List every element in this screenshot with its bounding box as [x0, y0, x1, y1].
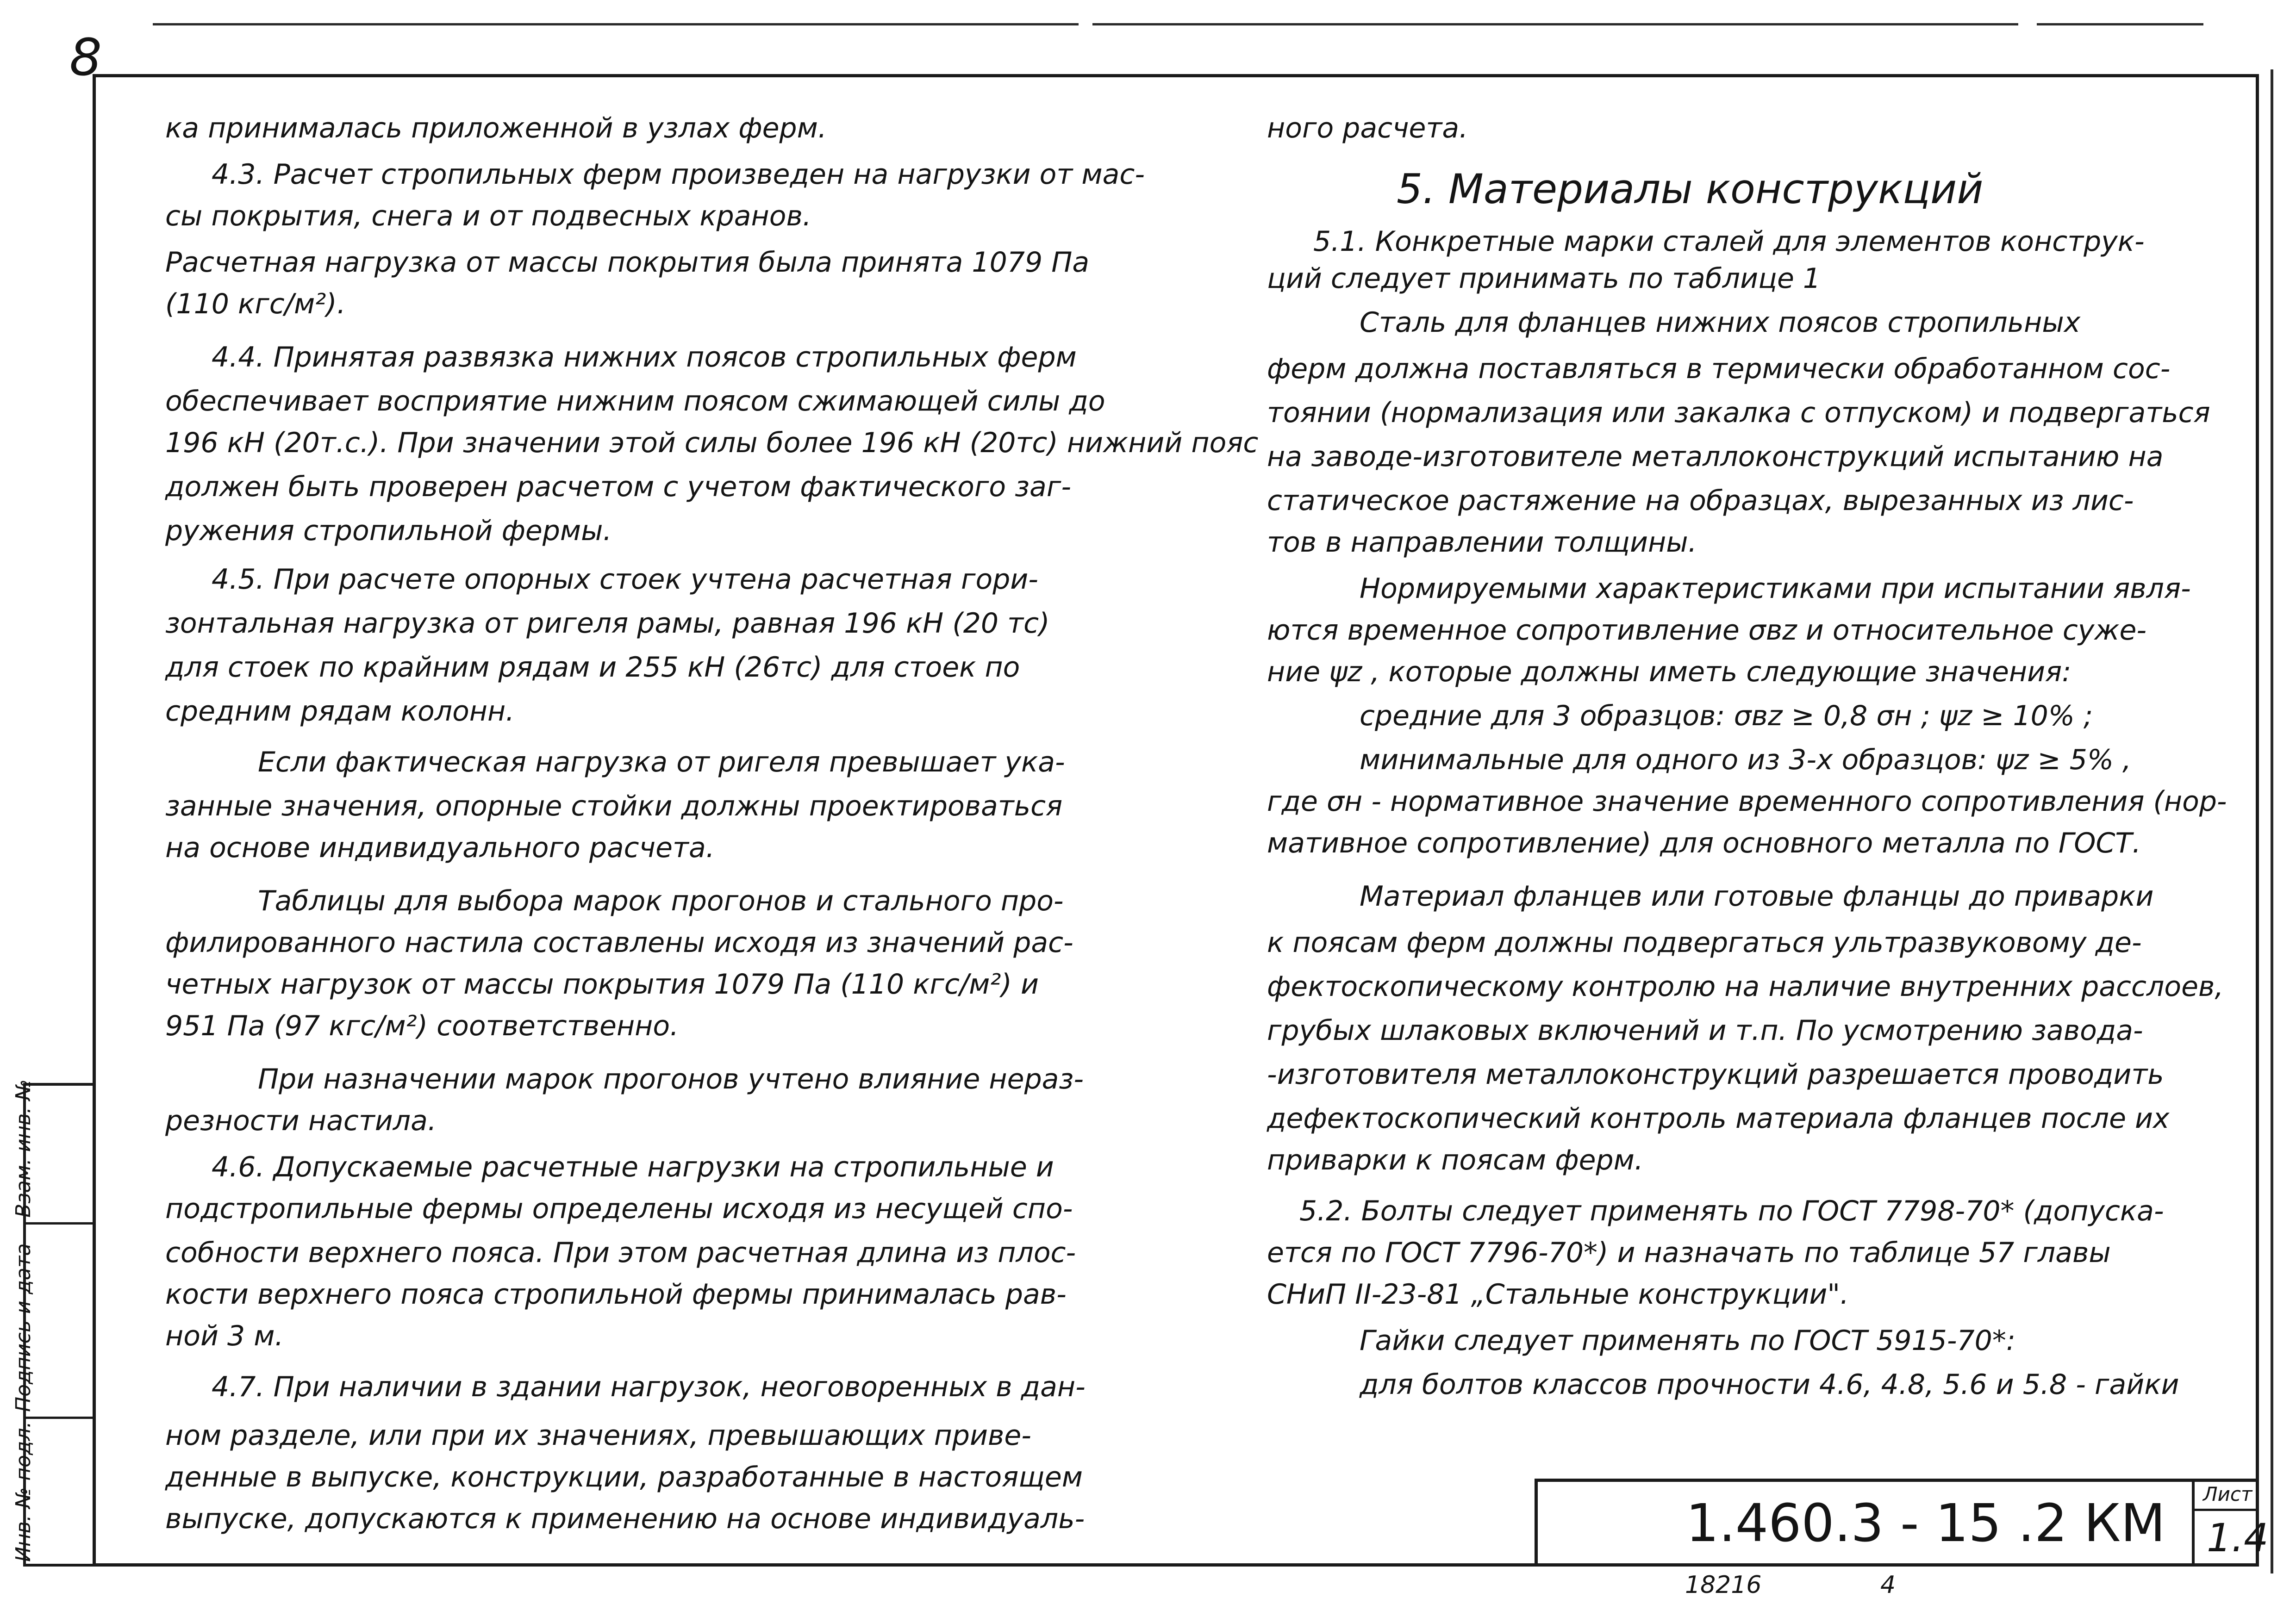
- section-title: 5. Материалы конструкций: [1397, 165, 1984, 213]
- text-line: средние для 3 образцов: σвz ≥ 0,8 σн ; ψz ≥ 10% ;: [1360, 700, 2093, 732]
- side-cell-podpis: [12, 1225, 95, 1419]
- text-line: Если фактическая нагрузка от ригеля превышает ука-: [258, 746, 1065, 778]
- text-line: где σн - нормативное значение временного сопротивления (нор-: [1267, 785, 2227, 818]
- text-line: Сталь для фланцев нижних поясов стропильных: [1360, 306, 2081, 339]
- text-line: ного расчета.: [1267, 112, 1468, 144]
- text-line: Нормируемыми характеристиками при испытании явля-: [1360, 572, 2191, 605]
- order-number: 18216: [1685, 1571, 1762, 1599]
- text-line: кости верхнего пояса стропильной фермы принималась рав-: [165, 1278, 1067, 1311]
- text-line: ферм должна поставляться в термически обработанном сос-: [1267, 353, 2171, 385]
- text-line: ций следует принимать по таблице 1: [1267, 262, 1821, 295]
- side-label-vzam: Взам. инв. №: [12, 1079, 35, 1218]
- text-line: Расчетная нагрузка от массы покрытия была принята 1079 Па: [165, 246, 1090, 279]
- text-line: для болтов классов прочности 4.6, 4.8, 5.6 и 5.8 - гайки: [1360, 1368, 2179, 1401]
- top-edge-line: [1092, 23, 2018, 25]
- side-label-inv: Инв. № подл.: [12, 1421, 35, 1562]
- page-number: 8: [69, 28, 102, 87]
- text-line: ются временное сопротивление σвz и относительное суже-: [1267, 614, 2147, 647]
- text-line: (110 кгс/м²).: [165, 288, 346, 320]
- text-line: фектоскопическому контролю на наличие внутренних расслоев,: [1267, 970, 2224, 1003]
- text-line: ние ψz , которые должны иметь следующие значения:: [1267, 656, 2071, 688]
- text-line: СНиП II-23-81 „Стальные конструкции".: [1267, 1278, 1849, 1311]
- top-edge-line: [2037, 23, 2203, 25]
- text-line: тоянии (нормализация или закалка с отпуском) и подвергаться: [1267, 397, 2210, 429]
- text-line: 951 Па (97 кгс/м²) соответственно.: [165, 1010, 679, 1042]
- text-line: Материал фланцев или готовые фланцы до приварки: [1360, 880, 2154, 913]
- text-line: дефектоскопический контроль материала фланцев после их: [1267, 1102, 2170, 1135]
- text-line: средним рядам колонн.: [165, 695, 515, 728]
- text-line: ка принималась приложенной в узлах ферм.: [165, 112, 827, 144]
- text-line: мативное сопротивление) для основного металла по ГОСТ.: [1267, 827, 2141, 859]
- side-stamp-strip: [12, 1079, 93, 1567]
- text-line: тов в направлении толщины.: [1267, 526, 1697, 559]
- sheet-divider: [2195, 1509, 2259, 1511]
- text-line: ружения стропильной фермы.: [165, 515, 612, 547]
- text-line: денные в выпуске, конструкции, разработанные в настоящем: [165, 1461, 1083, 1493]
- text-line: 5.2. Болты следует применять по ГОСТ 7798-70* (допуска-: [1299, 1195, 2164, 1227]
- text-line: 4.3. Расчет стропильных ферм произведен на нагрузки от мас-: [212, 158, 1145, 191]
- text-line: грубых шлаковых включений и т.п. По усмотрению завода-: [1267, 1014, 2143, 1047]
- text-line: должен быть проверен расчетом с учетом фактического заг-: [165, 471, 1072, 503]
- text-line: сы покрытия, снега и от подвесных кранов.: [165, 200, 811, 232]
- text-line: При назначении марок прогонов учтено влияние нераз-: [258, 1063, 1084, 1095]
- side-label-podpis: Подпись и дата: [12, 1243, 35, 1412]
- text-line: зонтальная нагрузка от ригеля рамы, равная 196 кН (20 тс): [165, 607, 1050, 640]
- text-line: подстропильные фермы определены исходя из несущей спо-: [165, 1193, 1073, 1225]
- sheet-number: 1.4: [2207, 1515, 2269, 1561]
- text-line: выпуске, допускаются к применению на основе индивидуаль-: [165, 1503, 1085, 1535]
- text-line: на заводе-изготовителе металлоконструкций испытанию на: [1267, 441, 2164, 473]
- text-line: четных нагрузок от массы покрытия 1079 Па (110 кгс/м²) и: [165, 968, 1039, 1001]
- title-block: [1535, 1479, 2192, 1567]
- text-line: ном разделе, или при их значениях, превышающих приве-: [165, 1419, 1031, 1452]
- text-line: занные значения, опорные стойки должны проектироваться: [165, 790, 1063, 822]
- side-cell-inv: [12, 1419, 95, 1567]
- text-line: 4.7. При наличии в здании нагрузок, неоговоренных в дан-: [212, 1371, 1086, 1403]
- text-line: 196 кН (20т.с.). При значении этой силы более 196 кН (20тс) нижний пояс: [165, 427, 1259, 459]
- text-line: Таблицы для выбора марок прогонов и стального про-: [258, 885, 1064, 917]
- text-line: филированного настила составлены исходя из значений рас-: [165, 927, 1073, 959]
- text-line: статическое растяжение на образцах, вырезанных из лис-: [1267, 485, 2134, 517]
- text-line: -изготовителя металлоконструкций разрешается проводить: [1267, 1058, 2164, 1091]
- text-line: собности верхнего пояса. При этом расчетная длина из плос-: [165, 1237, 1076, 1269]
- sheet-label: Лист: [2203, 1483, 2252, 1505]
- text-line: 4.5. При расчете опорных стоек учтена расчетная гори-: [212, 563, 1038, 596]
- text-line: для стоек по крайним рядам и 255 кН (26тс) для стоек по: [165, 651, 1020, 684]
- text-line: резности настила.: [165, 1105, 437, 1137]
- text-line: 4.4. Принятая развязка нижних поясов стропильных ферм: [212, 341, 1077, 373]
- text-line: 5.1. Конкретные марки сталей для элементов конструк-: [1313, 225, 2145, 258]
- copy-number: 4: [1880, 1571, 1896, 1599]
- side-cell-vzam: [12, 1079, 95, 1225]
- right-edge-mark: [2271, 69, 2273, 1573]
- drawing-frame: [93, 74, 2259, 1567]
- text-line: приварки к поясам ферм.: [1267, 1144, 1643, 1176]
- text-line: минимальные для одного из 3-х образцов: ψz ≥ 5% ,: [1360, 744, 2132, 776]
- document-code: 1.460.3 - 15 .2 КМ: [1686, 1493, 2165, 1554]
- text-line: 4.6. Допускаемые расчетные нагрузки на стропильные и: [212, 1151, 1054, 1183]
- top-edge-line: [153, 23, 1079, 25]
- text-line: Гайки следует применять по ГОСТ 5915-70*:: [1360, 1325, 2016, 1357]
- bottom-notes: [1685, 1571, 1896, 1599]
- text-line: к поясам ферм должны подвергаться ультразвуковому де-: [1267, 927, 2142, 959]
- text-line: ется по ГОСТ 7796-70*) и назначать по таблице 57 главы: [1267, 1237, 2111, 1269]
- text-line: обеспечивает восприятие нижним поясом сжимающей силы до: [165, 385, 1105, 417]
- sheet-box: [2192, 1479, 2269, 1567]
- text-line: ной 3 м.: [165, 1320, 284, 1352]
- text-line: на основе индивидуального расчета.: [165, 832, 715, 864]
